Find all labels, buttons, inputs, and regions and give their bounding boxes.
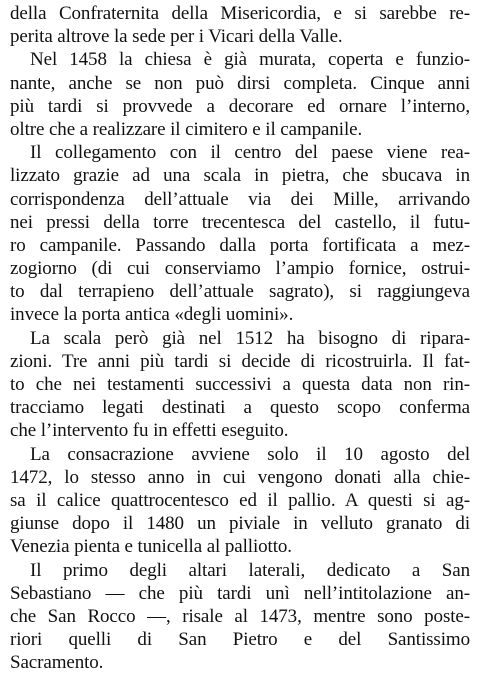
text-line: zogiorno (di cui conserviamo l’ampio fornice, ostrui- <box>10 257 470 280</box>
text-line: che l’intervento fu in effetti eseguito. <box>10 419 470 442</box>
paragraph <box>10 443 481 559</box>
text-line: tracciamo legati destinati a questo scopo conferma <box>10 396 470 419</box>
text-line: to che nei testamenti successivi a questa data non rin- <box>10 373 470 396</box>
text-line: più tardi si provvede a decorare ed ornare l’interno, <box>10 95 470 118</box>
paragraph <box>10 559 481 674</box>
text-line: Il collegamento con il centro del paese viene rea- <box>10 141 470 164</box>
text-line: ro campanile. Passando dalla porta fortificata a mez- <box>10 234 470 257</box>
text-line: riori quelli di San Pietro e del Santissimo <box>10 628 470 651</box>
paragraph <box>10 2 481 48</box>
text-line: to dal terrapieno dell’attuale sagrato), si raggiungeva <box>10 280 470 303</box>
text-line: La scala però già nel 1512 ha bisogno di ripara- <box>10 327 470 350</box>
text-line: che San Rocco —, risale al 1473, mentre sono poste- <box>10 605 470 628</box>
text-line: nante, anche se non può dirsi completa. Cinque anni <box>10 72 470 95</box>
text-line: della Confraternita della Misericordia, e si sarebbe re- <box>10 2 470 25</box>
paragraph <box>10 327 481 443</box>
text-line: Venezia pienta e tunicella al palliotto. <box>10 535 470 558</box>
text-line: La consacrazione avviene solo il 10 agosto del <box>10 443 470 466</box>
text-line: lizzato grazie ad una scala in pietra, che sbucava in <box>10 164 470 187</box>
text-line: oltre che a realizzare il cimitero e il campanile. <box>10 118 470 141</box>
text-line: Sebastiano — che più tardi unì nell’intitolazione an- <box>10 582 470 605</box>
paragraph <box>10 48 481 141</box>
text-line: perita altrove la sede per i Vicari della Valle. <box>10 25 470 48</box>
text-line: zioni. Tre anni più tardi si decide di ricostruirla. Il fat- <box>10 350 470 373</box>
text-line: corrispondenza dell’attuale via dei Mille, arrivando <box>10 188 470 211</box>
text-line: Nel 1458 la chiesa è già murata, coperta e funzio- <box>10 48 470 71</box>
text-line: invece la porta antica «degli uomini». <box>10 303 470 326</box>
text-line: Il primo degli altari laterali, dedicato a San <box>10 559 470 582</box>
text-line: Sacramento. <box>10 651 470 674</box>
text-line: 1472, lo stesso anno in cui vengono donati alla chie- <box>10 466 470 489</box>
text-line: nei pressi della torre trecentesca del castello, il futu- <box>10 211 470 234</box>
paragraph <box>10 141 481 327</box>
text-line: giunse dopo il 1480 un piviale in velluto granato di <box>10 512 470 535</box>
text-line: sa il calice quattrocentesco ed il pallio. A questi si ag- <box>10 489 470 512</box>
